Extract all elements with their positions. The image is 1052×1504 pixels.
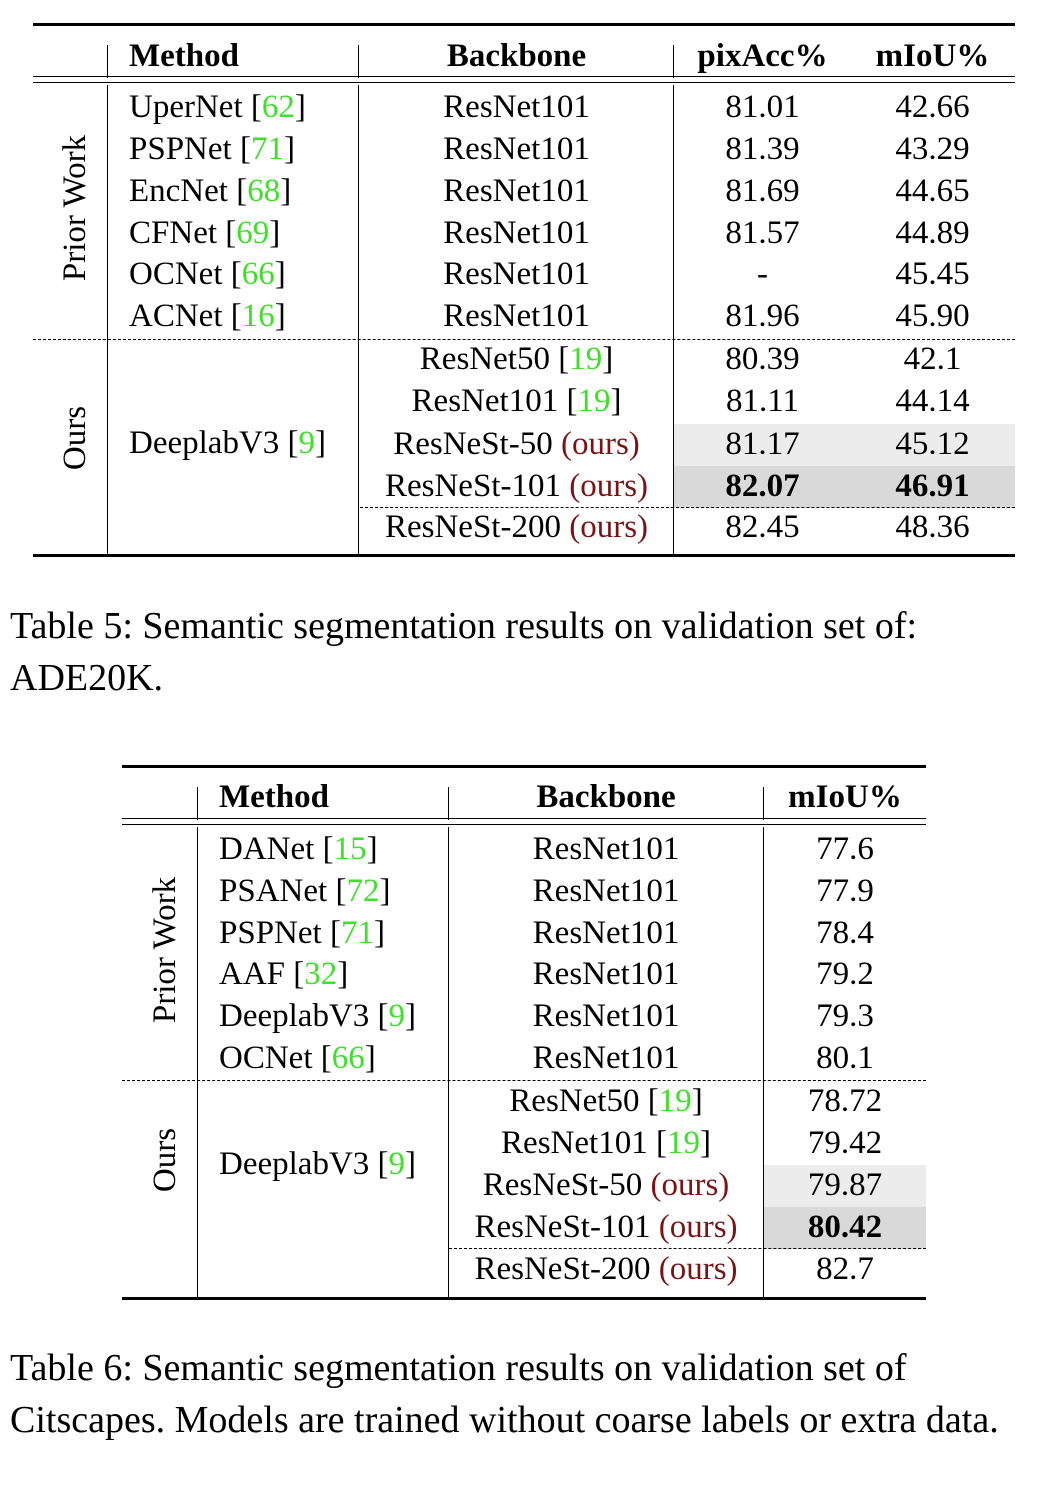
pixacc-cell: 81.69 [725,173,800,209]
column-separator [358,85,359,555]
miou-cell: 43.29 [895,131,970,167]
method-cell: ACNet [16] [129,298,286,334]
table-5-caption: Table 5: Semantic segmentation results on validation set of: ADE20K. [10,605,918,699]
pixacc-cell: 82.07 [725,468,800,504]
group-label-prior-work: Prior Work [57,134,93,282]
miou-cell: 45.90 [895,298,970,334]
method-cell: AAF [32] [219,956,349,992]
miou-cell: 77.6 [816,831,874,867]
backbone-cell: ResNet101 [532,1040,680,1076]
column-separator [673,45,674,78]
method-cell: DeeplabV3 [9] [219,998,417,1034]
header-pixacc: pixAcc% [697,38,828,74]
backbone-cell: ResNet101 [532,956,680,992]
group-label-ours: Ours [147,1127,183,1193]
miou-cell: 78.72 [807,1083,883,1119]
backbone-cell: ResNeSt-101 (ours) [384,468,649,504]
group-label-prior-work: Prior Work [147,876,183,1024]
backbone-cell: ResNet101 [443,173,590,209]
backbone-cell: ResNeSt-50 (ours) [482,1167,730,1203]
pixacc-cell: 81.57 [725,215,800,251]
miou-cell: 42.66 [895,89,970,125]
column-separator [197,787,198,820]
method-cell: UperNet [62] [129,89,306,125]
column-separator [358,45,359,78]
miou-cell: 45.45 [895,256,970,292]
pixacc-cell: 81.96 [725,298,800,334]
backbone-cell: ResNet101 [443,298,590,334]
header-miou: mIoU% [788,779,902,815]
column-separator [197,827,198,1298]
pixacc-cell: 81.11 [725,383,800,419]
header-rule [122,824,926,825]
header-rule [33,76,1015,77]
header-method: Method [219,779,329,815]
backbone-cell: ResNeSt-200 (ours) [474,1251,738,1287]
ours-method-cell: DeeplabV3 [9] [219,1146,417,1182]
miou-cell: 79.2 [816,956,874,992]
pixacc-cell: 80.39 [725,341,800,377]
miou-cell: 45.12 [895,426,970,462]
column-separator [673,85,674,555]
method-cell: PSANet [72] [219,873,391,909]
miou-cell: 42.1 [903,341,962,377]
backbone-cell: ResNet101 [19] [411,383,622,419]
header-rule [33,82,1015,83]
miou-cell: 80.42 [807,1209,883,1245]
backbone-cell: ResNet101 [532,998,680,1034]
table-6-caption: Table 6: Semantic segmentation results on validation set of Citscapes. Models are trained without coarse labels or extra data. [10,1347,999,1441]
miou-cell: 48.36 [895,509,970,545]
miou-cell: 77.9 [816,873,874,909]
header-miou: mIoU% [875,38,990,74]
header-backbone: Backbone [446,38,587,74]
miou-cell: 82.7 [816,1251,874,1287]
column-separator [107,45,108,78]
miou-cell: 79.42 [807,1125,883,1161]
pixacc-cell: - [757,256,768,292]
backbone-cell: ResNeSt-50 (ours) [393,426,640,462]
miou-cell: 44.14 [895,383,970,419]
backbone-cell: ResNet101 [532,915,680,951]
backbone-cell: ResNet101 [443,256,590,292]
method-cell: EncNet [68] [129,173,292,209]
method-cell: DANet [15] [219,831,378,867]
backbone-cell: ResNet101 [443,215,590,251]
miou-cell: 80.1 [816,1040,874,1076]
pixacc-cell: 81.39 [725,131,800,167]
column-separator [107,85,108,555]
miou-cell: 46.91 [895,468,970,504]
method-cell: OCNet [66] [129,256,286,292]
backbone-cell: ResNeSt-200 (ours) [384,509,649,545]
backbone-cell: ResNet101 [532,873,680,909]
method-cell: OCNet [66] [219,1040,376,1076]
method-cell: CFNet [69] [129,215,281,251]
backbone-cell: ResNeSt-101 (ours) [474,1209,738,1245]
header-method: Method [129,38,239,74]
miou-cell: 79.3 [816,998,874,1034]
ours-method-cell: DeeplabV3 [9] [129,425,327,461]
backbone-cell: ResNet50 [19] [509,1083,703,1119]
header-rule [122,818,926,819]
top-rule [122,765,926,768]
method-cell: PSPNet [71] [129,131,295,167]
top-rule [33,23,1015,26]
miou-cell: 44.65 [895,173,970,209]
backbone-cell: ResNet101 [19] [501,1125,711,1161]
backbone-cell: ResNet101 [532,831,680,867]
pixacc-cell: 81.01 [725,89,800,125]
miou-cell: 78.4 [816,915,874,951]
backbone-cell: ResNet101 [443,89,590,125]
backbone-cell: ResNet101 [443,131,590,167]
header-backbone: Backbone [536,779,676,815]
pixacc-cell: 81.17 [725,426,800,462]
bottom-rule [122,1297,926,1300]
miou-cell: 79.87 [807,1167,883,1203]
group-label-ours: Ours [57,405,93,471]
method-cell: PSPNet [71] [219,915,385,951]
miou-cell: 44.89 [895,215,970,251]
bottom-rule [33,554,1015,557]
backbone-cell: ResNet50 [19] [419,341,614,377]
pixacc-cell: 82.45 [725,509,800,545]
